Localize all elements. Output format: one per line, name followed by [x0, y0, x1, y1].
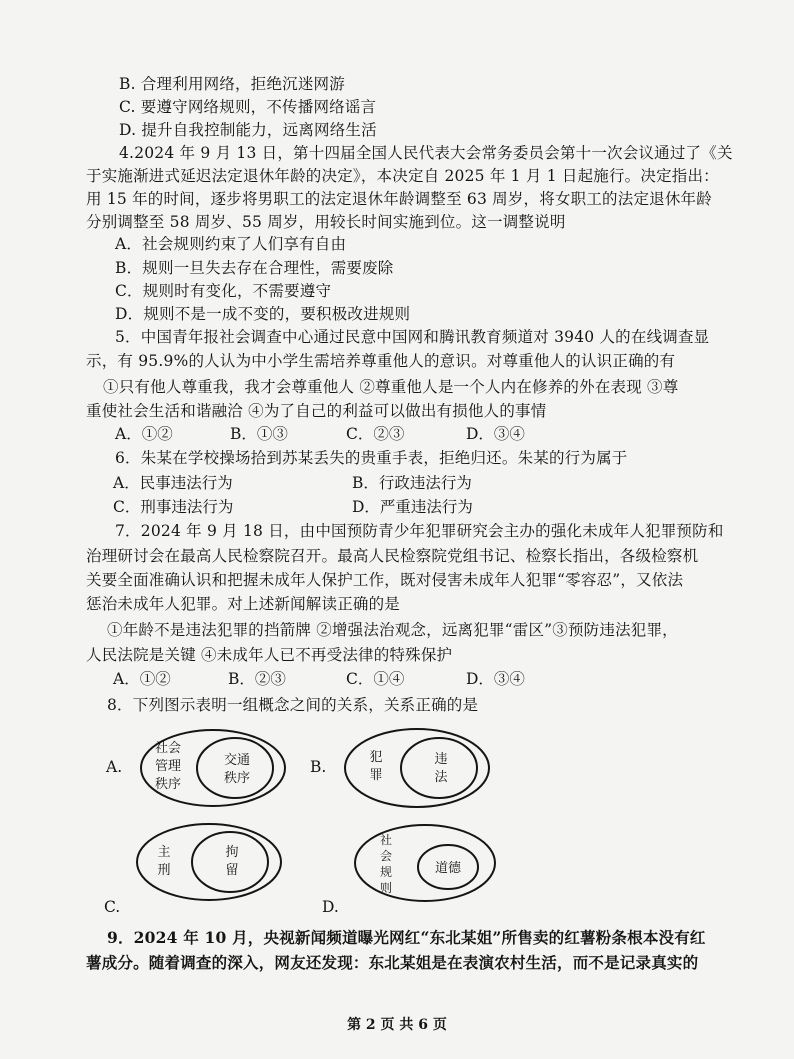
- inner-ellipse: [401, 738, 477, 798]
- q3-option-b: B. 合理利用网络，拒绝沉迷网游: [119, 75, 345, 93]
- q7-option-c: C．①④: [346, 670, 405, 688]
- q7-stem-line-6: 人民法院是关键 ④未成年人已不再受法律的特殊保护: [86, 646, 453, 664]
- q6-stem: 6．朱某在学校操场拾到苏某丢失的贵重手表，拒绝归还。朱某的行为属于: [115, 449, 628, 467]
- q8-diagram-d: [352, 822, 500, 904]
- q7-option-a: A．①②: [113, 670, 171, 688]
- q9-stem-line-1: 9．2024 年 10 月，央视新闻频道曝光网红“东北某姐”所售卖的红薯粉条根本没有红: [107, 928, 706, 947]
- q6-option-d: D．严重违法行为: [352, 498, 473, 516]
- outer-label-2: 刑: [157, 863, 171, 878]
- q8-stem: 8．下列图示表明一组概念之间的关系，关系正确的是: [107, 696, 479, 714]
- inner-label-1: 道德: [434, 861, 462, 876]
- q8-diagram-c: [134, 822, 284, 902]
- q7-option-d: D．③④: [466, 670, 525, 688]
- q7-stem-line-4: 惩治未成年人犯罪。对上述新闻解读正确的是: [86, 595, 401, 613]
- q8-label-a: A.: [106, 758, 123, 776]
- q4-option-d: D．规则不是一成不变的，要积极改进规则: [115, 305, 411, 323]
- q4-stem-line-3: 用 15 年的时间，逐步将男职工的法定退休年龄调整至 63 周岁，将女职工的法定退休年龄: [86, 190, 712, 208]
- outer-label-1: 犯: [369, 750, 383, 765]
- q4-option-b: B．规则一旦失去存在合理性，需要废除: [115, 259, 394, 277]
- q6-option-a: A．民事违法行为: [113, 474, 233, 492]
- q6-option-b: B．行政违法行为: [352, 474, 472, 492]
- q4-stem-line-1: 4.2024 年 9 月 13 日，第十四届全国人民代表大会常务委员会第十一次会议通过了《关: [119, 144, 733, 162]
- q4-stem-line-2: 于实施渐进式延迟法定退休年龄的决定》，本决定自 2025 年 1 月 1 日起施行。决定指出：: [86, 167, 719, 185]
- q7-stem-line-2: 治理研讨会在最高人民检察院召开。最高人民检察院党组书记、检察长指出，各级检察机: [86, 547, 699, 565]
- q7-stem-line-1: 7．2024 年 9 月 18 日，由中国预防青少年犯罪研究会主办的强化未成年人犯罪预防和: [115, 522, 724, 540]
- q5-option-a: A．①②: [115, 425, 173, 443]
- page-footer: 第 2 页 共 6 页: [347, 1017, 447, 1033]
- q6-option-c: C．刑事违法行为: [113, 498, 234, 516]
- inner-ellipse: [192, 832, 268, 892]
- q5-option-c: C．②③: [346, 425, 405, 443]
- q9-stem-line-2: 薯成分。随着调查的深入，网友还发现：东北某姐是在表演农村生活，而不是记录真实的: [86, 953, 699, 972]
- q7-option-b: B．②③: [228, 670, 286, 688]
- q8-label-d: D.: [322, 898, 339, 916]
- q5-stem-line-3: ①只有他人尊重我，我才会尊重他人 ②尊重他人是一个人内在修养的外在表现 ③尊: [103, 378, 679, 396]
- q5-stem-line-4: 重使社会生活和谐融洽 ④为了自己的利益可以做出有损他人的事情: [86, 402, 547, 420]
- outer-ellipse: [137, 824, 281, 900]
- inner-label-1: 违: [434, 752, 448, 767]
- q5-option-b: B．①③: [230, 425, 288, 443]
- outer-label-4: 则: [379, 881, 393, 895]
- q5-stem-line-2: 示，有 95.9%的人认为中小学生需培养尊重他人的意识。对尊重他人的认识正确的有: [86, 352, 676, 370]
- q7-stem-line-5: ①年龄不是违法犯罪的挡箭牌 ②增强法治观念，远离犯罪“雷区”③预防违法犯罪，: [107, 621, 678, 639]
- q5-option-d: D．③④: [466, 425, 525, 443]
- inner-label-1: 交通: [223, 753, 251, 768]
- outer-label-2: 罪: [369, 768, 383, 783]
- inner-label-2: 秩序: [223, 771, 251, 786]
- q8-diagram-b: [342, 727, 492, 809]
- outer-label-3: 规: [379, 865, 393, 879]
- q5-stem-line-1: 5．中国青年报社会调查中心通过民意中国网和腾讯教育频道对 3940 人的在线调查显: [115, 328, 710, 346]
- q8-label-c: C.: [104, 898, 121, 916]
- q4-option-a: A．社会规则约束了人们享有自由: [115, 235, 347, 253]
- outer-label-1: 主: [157, 845, 171, 860]
- outer-label-1: 社会: [154, 741, 182, 756]
- outer-label-3: 秩序: [154, 777, 182, 792]
- q8-diagram-a: [138, 728, 288, 808]
- outer-label-2: 会: [379, 849, 393, 863]
- q4-option-c: C．规则时有变化，不需要遵守: [115, 282, 332, 300]
- outer-label-2: 管理: [154, 759, 182, 774]
- outer-ellipse: [355, 825, 495, 901]
- outer-label-1: 社: [379, 833, 393, 847]
- inner-label-2: 留: [225, 863, 239, 878]
- q7-stem-line-3: 关要全面准确认识和把握未成年人保护工作，既对侵害未成年人犯罪“零容忍”，又依法: [86, 571, 684, 589]
- q8-label-b: B.: [310, 758, 327, 776]
- q3-option-d: D. 提升自我控制能力，远离网络生活: [119, 121, 377, 139]
- q4-stem-line-4: 分别调整至 58 周岁、55 周岁，用较长时间实施到位。这一调整说明: [86, 213, 566, 231]
- q3-option-c: C. 要遵守网络规则，不传播网络谣言: [119, 98, 377, 116]
- outer-ellipse: [345, 729, 489, 807]
- inner-ellipse: [197, 738, 273, 798]
- inner-label-1: 拘: [225, 845, 239, 860]
- inner-label-2: 法: [434, 770, 448, 785]
